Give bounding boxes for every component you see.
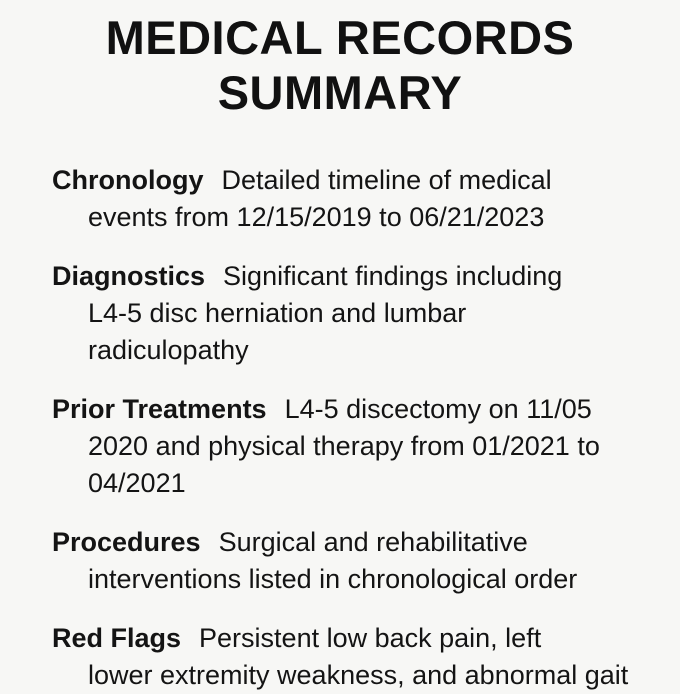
- section-label: Diagnostics: [52, 261, 206, 291]
- section-first-line: [52, 524, 628, 561]
- section-text: Surgical and rehabilitative: [218, 527, 528, 557]
- section-diagnostics: [52, 258, 628, 369]
- section-first-line: [52, 258, 628, 295]
- section-procedures: [52, 524, 628, 598]
- section-text: 04/2021: [88, 468, 186, 498]
- section-text: radiculopathy: [88, 335, 249, 365]
- section-text: Detailed timeline of medical: [221, 165, 552, 195]
- page-title: [52, 10, 628, 120]
- section-first-line: [52, 162, 628, 199]
- section-text: L4-5 disc herniation and lumbar: [88, 298, 467, 328]
- section-text: Significant findings including: [223, 261, 563, 291]
- section-prior-treatments: [52, 391, 628, 502]
- section-label: Procedures: [52, 527, 201, 557]
- section-text: events from 12/15/2019 to 06/21/2023: [88, 202, 545, 232]
- summary-sections: [52, 162, 628, 694]
- section-text: 2020 and physical therapy from 01/2021 to: [88, 431, 600, 461]
- section-chronology: [52, 162, 628, 236]
- section-text: L4-5 discectomy on 11/05: [284, 394, 592, 424]
- section-text: Persistent low back pain, left: [199, 623, 542, 653]
- title-line-1: MEDICAL RECORDS: [105, 11, 575, 64]
- section-label: Chronology: [52, 165, 204, 195]
- section-label: Prior Treatments: [52, 394, 267, 424]
- section-text: lower extremity weakness, and abnormal gait: [88, 660, 629, 690]
- title-line-2: SUMMARY: [217, 66, 463, 119]
- section-text: interventions listed in chronological order: [88, 564, 578, 594]
- section-first-line: [52, 620, 628, 657]
- section-label: Red Flags: [52, 623, 182, 653]
- section-red-flags: [52, 620, 628, 694]
- section-first-line: [52, 391, 628, 428]
